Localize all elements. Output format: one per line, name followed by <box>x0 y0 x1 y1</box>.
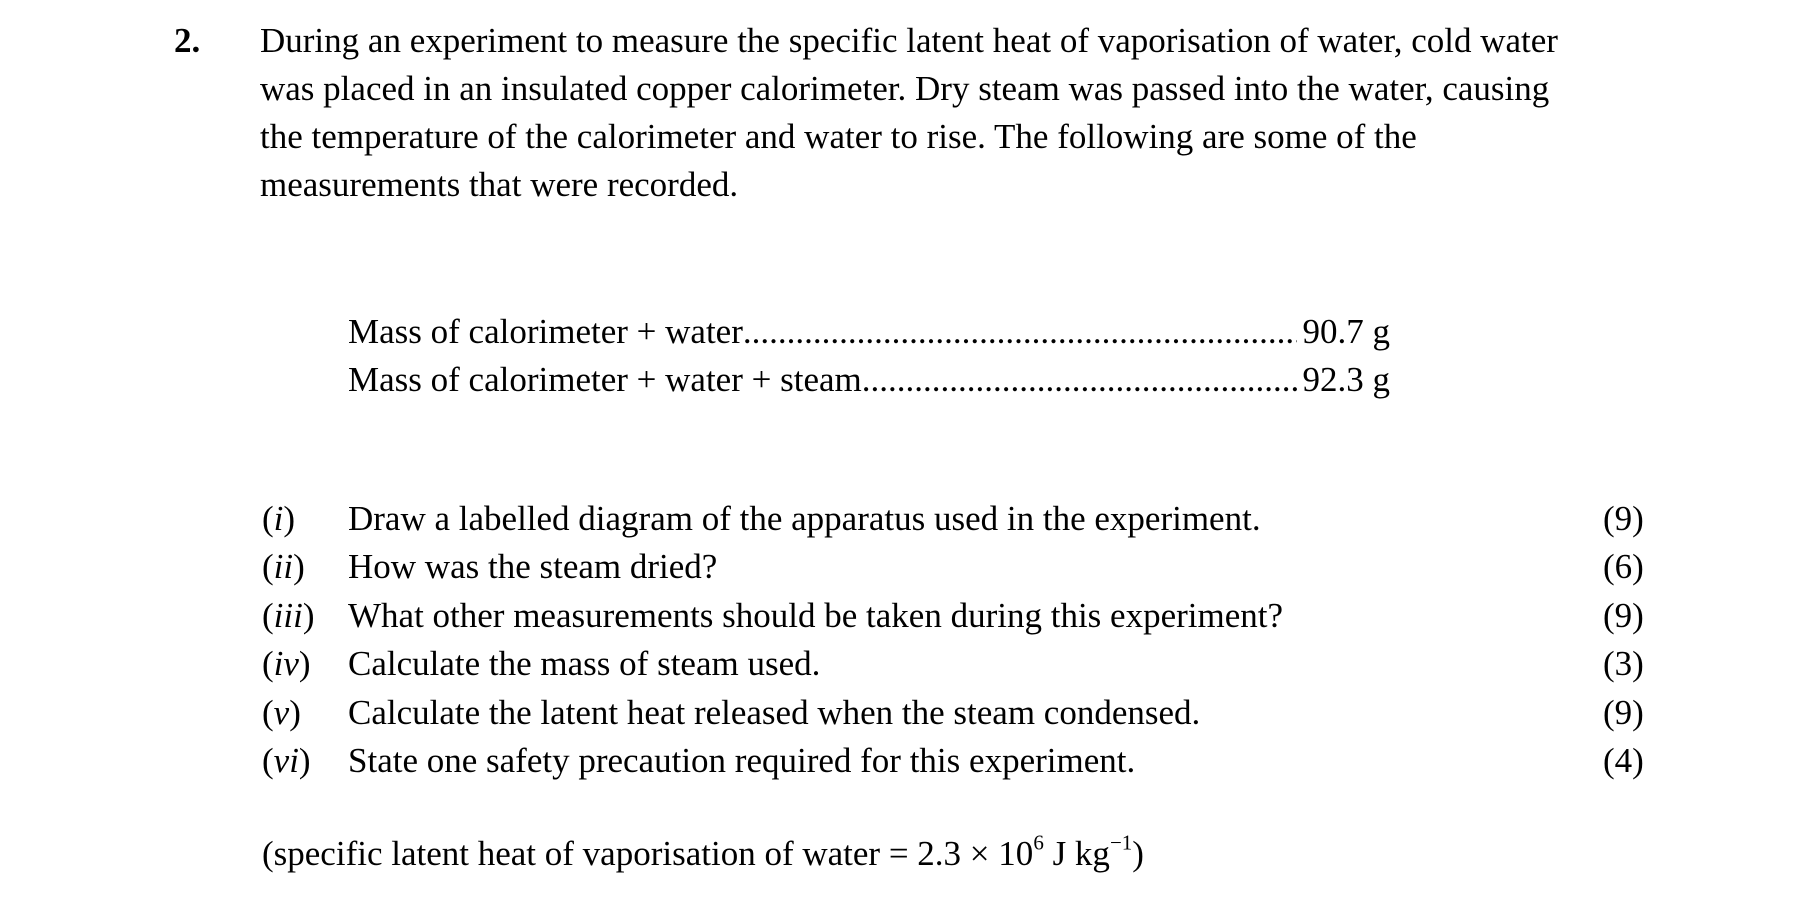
part-marks: (4) <box>1603 740 1644 780</box>
part-marks: (9) <box>1603 595 1644 635</box>
part-marks: (9) <box>1603 692 1644 732</box>
part-text: Calculate the latent heat released when the steam condensed. <box>348 692 1201 732</box>
exponent: 6 <box>1033 830 1044 855</box>
question-part-vi <box>262 737 1647 785</box>
dot-leader <box>862 356 1297 404</box>
part-text: Calculate the mass of steam used. <box>348 644 821 684</box>
question-part-v <box>262 689 1647 737</box>
measurement-label: Mass of calorimeter + water + steam <box>348 360 862 399</box>
part-text: State one safety precaution required for this experiment. <box>348 740 1136 780</box>
question-intro <box>260 17 1558 209</box>
part-numeral: (v) <box>262 692 301 732</box>
intro-line: was placed in an insulated copper calorimeter. Dry steam was passed into the water, causing <box>260 69 1550 108</box>
part-text: What other measurements should be taken during this experiment? <box>348 595 1284 635</box>
intro-line: the temperature of the calorimeter and water to rise. The following are some of the <box>260 117 1417 156</box>
measurements-table <box>348 308 1390 404</box>
part-numeral: (iv) <box>262 644 311 684</box>
part-marks: (6) <box>1603 547 1644 587</box>
measurement-value: 90.7 g <box>1302 312 1390 351</box>
question-part-iii <box>262 592 1647 640</box>
part-marks: (3) <box>1603 644 1644 684</box>
intro-line: measurements that were recorded. <box>260 165 739 204</box>
part-numeral: (vi) <box>262 740 311 780</box>
part-text: How was the steam dried? <box>348 547 718 587</box>
intro-line: During an experiment to measure the specific latent heat of vaporisation of water, cold water <box>260 21 1558 60</box>
measurement-row <box>348 356 1390 404</box>
question-part-i <box>262 495 1647 543</box>
measurement-label: Mass of calorimeter + water <box>348 312 743 351</box>
constant-footnote: (specific latent heat of vaporisation of water = $2.3 \times 10^6$ J $kg^{-1}$) <box>262 830 1144 873</box>
question-part-iv <box>262 640 1647 688</box>
part-numeral: (ii) <box>262 547 305 587</box>
part-numeral: (i) <box>262 499 296 538</box>
measurement-value: 92.3 g <box>1302 360 1390 399</box>
measurement-row <box>348 308 1390 356</box>
part-numeral: (iii) <box>262 595 315 635</box>
question-part-ii <box>262 543 1647 591</box>
unit-exponent: −1 <box>1109 830 1133 855</box>
part-marks: (9) <box>1603 499 1644 538</box>
question-number: 2. <box>174 21 201 60</box>
dot-leader <box>743 308 1297 356</box>
part-text: Draw a labelled diagram of the apparatus used in the experiment. <box>348 499 1261 538</box>
question-parts <box>262 495 1647 785</box>
